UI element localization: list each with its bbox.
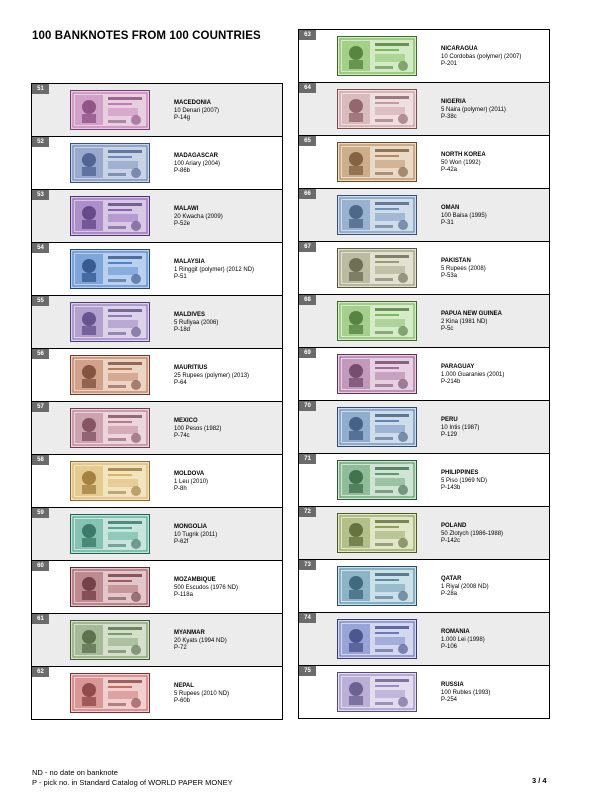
banknote-image bbox=[337, 513, 417, 553]
entry-number-badge: 75 bbox=[299, 666, 316, 676]
entry-number-badge: 56 bbox=[32, 349, 49, 359]
entry-number-badge: 58 bbox=[32, 455, 49, 465]
country-name: PARAGUAY bbox=[441, 364, 475, 370]
banknote-entry bbox=[298, 666, 550, 719]
banknote-image bbox=[337, 566, 417, 606]
banknote-entry bbox=[298, 136, 550, 189]
banknote-image bbox=[70, 302, 150, 342]
banknote-entry bbox=[31, 508, 283, 561]
banknote-info bbox=[174, 153, 220, 176]
entry-number-badge: 69 bbox=[299, 348, 316, 358]
pick-number: P-118a bbox=[174, 592, 193, 598]
entry-number-badge: 70 bbox=[299, 401, 316, 411]
country-name: MOLDOVA bbox=[174, 471, 205, 477]
banknote-image bbox=[337, 89, 417, 129]
banknote-info bbox=[441, 576, 489, 599]
denomination: 100 Ariary (2004) bbox=[174, 160, 221, 167]
banknote-entry bbox=[298, 189, 550, 242]
denomination: 5 Rufiyaa (2006) bbox=[174, 319, 219, 326]
denomination: 25 Rupees (polymer) (2013) bbox=[174, 372, 250, 379]
country-name: ROMANIA bbox=[441, 629, 470, 635]
banknote-image bbox=[337, 36, 417, 76]
banknote-column-right bbox=[298, 29, 550, 719]
denomination: 50 Won (1992) bbox=[441, 159, 481, 166]
country-name: OMAN bbox=[441, 205, 460, 211]
banknote-entry bbox=[31, 190, 283, 243]
denomination: 5 Naira (polymer) (2011) bbox=[441, 106, 506, 113]
pick-number: P-64 bbox=[174, 380, 187, 386]
banknote-image bbox=[337, 460, 417, 500]
banknote-image bbox=[337, 248, 417, 288]
banknote-entry bbox=[31, 455, 283, 508]
banknote-info bbox=[174, 100, 219, 123]
pick-number: P-42a bbox=[441, 167, 458, 173]
pick-number: P-129 bbox=[441, 432, 458, 438]
country-name: MYANMAR bbox=[174, 630, 205, 636]
banknote-entry bbox=[298, 83, 550, 136]
pick-number: P-60b bbox=[174, 698, 191, 704]
banknote-image bbox=[337, 142, 417, 182]
banknote-entry bbox=[298, 295, 550, 348]
banknote-entry bbox=[31, 349, 283, 402]
pick-number: P-62f bbox=[174, 539, 189, 545]
country-name: MALAWI bbox=[174, 206, 199, 212]
pick-number: P-28a bbox=[441, 591, 458, 597]
banknote-entry bbox=[298, 507, 550, 560]
entry-number-badge: 73 bbox=[299, 560, 316, 570]
denomination: 1 Riyal (2008 ND) bbox=[441, 583, 489, 590]
banknote-info bbox=[441, 99, 506, 122]
banknote-info bbox=[441, 46, 521, 69]
entry-number-badge: 61 bbox=[32, 614, 49, 624]
banknote-entry bbox=[298, 30, 550, 83]
page-number: 3 / 4 bbox=[532, 776, 547, 785]
banknote-entry bbox=[298, 401, 550, 454]
denomination: 2 Kina (1981 ND) bbox=[441, 318, 488, 325]
banknote-image bbox=[70, 249, 150, 289]
banknote-image bbox=[70, 408, 150, 448]
pick-number: P-143b bbox=[441, 485, 461, 491]
banknote-image bbox=[70, 355, 150, 395]
country-name: MALAYSIA bbox=[174, 259, 205, 265]
banknote-info bbox=[441, 470, 487, 493]
banknote-info bbox=[441, 682, 490, 705]
country-name: MOZAMBIQUE bbox=[174, 577, 216, 583]
banknote-image bbox=[337, 301, 417, 341]
entry-number-badge: 71 bbox=[299, 454, 316, 464]
country-name: MALDIVES bbox=[174, 312, 206, 318]
entry-number-badge: 62 bbox=[32, 667, 49, 677]
denomination: 5 Rupees (2010 ND) bbox=[174, 690, 230, 697]
banknote-image bbox=[70, 673, 150, 713]
banknote-image bbox=[70, 567, 150, 607]
banknote-entry bbox=[31, 402, 283, 455]
footer-legend bbox=[32, 768, 233, 788]
country-name: MAURITIUS bbox=[174, 365, 208, 371]
entry-number-badge: 64 bbox=[299, 83, 316, 93]
entry-number-badge: 66 bbox=[299, 189, 316, 199]
denomination: 10 Denari (2007) bbox=[174, 107, 220, 114]
country-name: PAKISTAN bbox=[441, 258, 471, 264]
country-name: NIGERIA bbox=[441, 99, 467, 105]
country-name: QATAR bbox=[441, 576, 462, 582]
banknote-info bbox=[174, 418, 221, 441]
country-name: MONGOLIA bbox=[174, 524, 207, 530]
denomination: 100 Baisa (1995) bbox=[441, 212, 487, 219]
banknote-entry bbox=[31, 667, 283, 720]
banknote-image bbox=[70, 90, 150, 130]
pick-number: P-51 bbox=[174, 274, 187, 280]
country-name: PHILIPPINES bbox=[441, 470, 479, 476]
banknote-info bbox=[441, 152, 486, 175]
banknote-entry bbox=[298, 348, 550, 401]
banknote-image bbox=[337, 619, 417, 659]
banknote-entry bbox=[298, 613, 550, 666]
banknote-info bbox=[441, 364, 504, 387]
footer-note-pick: P - pick no. in Standard Catalog of WORLD PAPER MONEY bbox=[32, 778, 233, 787]
banknote-info bbox=[174, 630, 227, 653]
pick-number: P-201 bbox=[441, 61, 458, 67]
country-name: NEPAL bbox=[174, 683, 194, 689]
pick-number: P-31 bbox=[441, 220, 454, 226]
banknote-entry bbox=[31, 614, 283, 667]
entry-number-badge: 65 bbox=[299, 136, 316, 146]
banknote-column-left bbox=[31, 83, 283, 720]
pick-number: P-142c bbox=[441, 538, 461, 544]
banknote-info bbox=[174, 577, 238, 600]
banknote-entry bbox=[31, 296, 283, 349]
pick-number: P-72 bbox=[174, 645, 187, 651]
banknote-info bbox=[174, 683, 229, 706]
banknote-entry bbox=[298, 242, 550, 295]
banknote-info bbox=[441, 205, 487, 228]
pick-number: P-86b bbox=[174, 168, 191, 174]
country-name: POLAND bbox=[441, 523, 467, 529]
denomination: 10 Tugrik (2011) bbox=[174, 531, 218, 538]
country-name: RUSSIA bbox=[441, 682, 464, 688]
page-title: 100 BANKNOTES FROM 100 COUNTRIES bbox=[32, 30, 261, 42]
entry-number-badge: 63 bbox=[299, 30, 316, 40]
pick-number: P-5c bbox=[441, 326, 454, 332]
banknote-image bbox=[70, 514, 150, 554]
country-name: NORTH KOREA bbox=[441, 152, 486, 158]
denomination: 500 Escudos (1976 ND) bbox=[174, 584, 239, 591]
denomination: 20 Kyats (1994 ND) bbox=[174, 637, 227, 644]
pick-number: P-74c bbox=[174, 433, 190, 439]
banknote-image bbox=[70, 461, 150, 501]
country-name: PAPUA NEW GUINEA bbox=[441, 311, 503, 317]
banknote-info bbox=[174, 259, 254, 282]
country-name: PERU bbox=[441, 417, 458, 423]
banknote-entry bbox=[298, 560, 550, 613]
banknote-entry bbox=[31, 137, 283, 190]
footer-note-nd: ND - no date on banknote bbox=[32, 768, 118, 777]
entry-number-badge: 60 bbox=[32, 561, 49, 571]
pick-number: P-53a bbox=[441, 273, 458, 279]
banknote-image bbox=[70, 143, 150, 183]
pick-number: P-38c bbox=[441, 114, 457, 120]
banknote-info bbox=[441, 311, 502, 334]
denomination: 10 Cordobas (polymer) (2007) bbox=[441, 53, 522, 60]
banknote-image bbox=[337, 672, 417, 712]
country-name: MACEDONIA bbox=[174, 100, 211, 106]
denomination: 5 Piso (1969 ND) bbox=[441, 477, 488, 484]
pick-number: P-14g bbox=[174, 115, 191, 121]
banknote-entry bbox=[31, 561, 283, 614]
denomination: 100 Pesos (1982) bbox=[174, 425, 222, 432]
banknote-info bbox=[441, 523, 503, 546]
pick-number: P-254 bbox=[441, 697, 458, 703]
denomination: 5 Rupees (2008) bbox=[441, 265, 486, 272]
pick-number: P-18d bbox=[174, 327, 191, 333]
pick-number: P-214b bbox=[441, 379, 461, 385]
denomination: 1 Leu (2010) bbox=[174, 478, 209, 485]
entry-number-badge: 51 bbox=[32, 84, 49, 94]
entry-number-badge: 59 bbox=[32, 508, 49, 518]
denomination: 1.000 Lei (1998) bbox=[441, 636, 485, 643]
banknote-info bbox=[174, 524, 217, 547]
banknote-info bbox=[441, 417, 479, 440]
entry-number-badge: 67 bbox=[299, 242, 316, 252]
entry-number-badge: 55 bbox=[32, 296, 49, 306]
banknote-info bbox=[441, 258, 486, 281]
pick-number: P-8h bbox=[174, 486, 187, 492]
banknote-info bbox=[441, 629, 485, 652]
banknote-image bbox=[70, 196, 150, 236]
country-name: MEXICO bbox=[174, 418, 198, 424]
entry-number-badge: 53 bbox=[32, 190, 49, 200]
banknote-image bbox=[337, 407, 417, 447]
banknote-entry bbox=[31, 84, 283, 137]
country-name: MADAGASCAR bbox=[174, 153, 218, 159]
banknote-image bbox=[337, 195, 417, 235]
entry-number-badge: 52 bbox=[32, 137, 49, 147]
banknote-entry bbox=[298, 454, 550, 507]
entry-number-badge: 68 bbox=[299, 295, 316, 305]
banknote-image bbox=[70, 620, 150, 660]
denomination: 10 Intis (1987) bbox=[441, 424, 480, 431]
entry-number-badge: 72 bbox=[299, 507, 316, 517]
pick-number: P-106 bbox=[441, 644, 458, 650]
pick-number: P-52e bbox=[174, 221, 191, 227]
denomination: 100 Rubles (1993) bbox=[441, 689, 491, 696]
banknote-info bbox=[174, 471, 208, 494]
denomination: 1.000 Guaranies (2001) bbox=[441, 371, 505, 378]
banknote-entry bbox=[31, 243, 283, 296]
banknote-image bbox=[337, 354, 417, 394]
banknote-info bbox=[174, 312, 218, 335]
banknote-info bbox=[174, 365, 249, 388]
entry-number-badge: 54 bbox=[32, 243, 49, 253]
denomination: 20 Kwacha (2009) bbox=[174, 213, 223, 220]
entry-number-badge: 57 bbox=[32, 402, 49, 412]
entry-number-badge: 74 bbox=[299, 613, 316, 623]
denomination: 1 Ringgit (polymer) (2012 ND) bbox=[174, 266, 255, 273]
country-name: NICARAGUA bbox=[441, 46, 478, 52]
banknote-info bbox=[174, 206, 223, 229]
denomination: 50 Zlotych (1986-1988) bbox=[441, 530, 504, 537]
